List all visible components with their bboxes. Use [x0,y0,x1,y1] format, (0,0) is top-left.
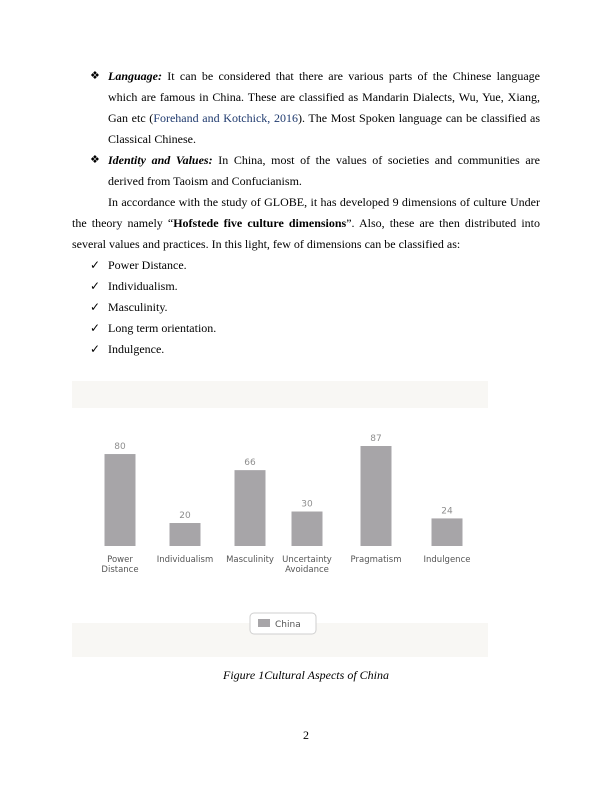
bar-individualism [170,523,201,546]
checklist-item [72,276,540,297]
bar-chart [72,408,488,630]
body-paragraph [72,192,540,255]
category-label: Avoidance [285,565,329,575]
bar-power-distance [105,454,136,546]
checklist-text: Power Distance. [108,258,187,272]
check-icon: ✓ [90,258,101,272]
chart-figure [72,381,488,657]
category-label: Pragmatism [350,555,402,565]
category-label: Power [107,555,133,565]
checklist-text: Masculinity. [108,300,168,314]
legend-swatch [258,619,270,627]
paragraph-text: In accordance with the study of GLOBE, it has developed 9 dimensions of culture Under the theory namely “ [72,195,540,230]
bullet-text: ). The Most Spoken language can be classified as Classical Chinese. [108,111,540,146]
bar-pragmatism [361,446,392,546]
bullet-identity [72,150,540,192]
checklist-item [72,297,540,318]
category-label: Uncertainty [282,555,332,565]
bar-uncertainty-avoidance [292,512,323,546]
page-number: 2 [303,728,309,742]
bullet-title: Language: [108,69,162,83]
citation: Forehand and Kotchick, 2016 [153,111,298,125]
check-icon: ✓ [90,342,101,356]
category-label: Individualism [156,555,214,565]
bullet-text: In China, most of the values of societies and communities are derived from Taoism and Confucianism. [108,153,540,188]
paragraph-bold: Hofstede five culture dimensions [173,216,347,230]
paragraph-text: ”. Also, these are then distributed into several values and practices. In this light, few of dimensions can be classified as: [72,216,540,251]
data-label: 24 [441,506,453,517]
figure-caption: Figure 1Cultural Aspects of China [222,668,389,682]
check-icon: ✓ [90,321,101,335]
bullet-language [72,66,540,150]
checklist-text: Long term orientation. [108,321,217,335]
data-label: 87 [370,434,382,444]
category-label: Indulgence [423,555,471,565]
checklist-text: Individualism. [108,279,178,293]
data-label: 20 [179,511,191,522]
bar-masculinity [235,470,266,546]
checklist-item [72,318,540,339]
check-icon: ✓ [90,279,101,293]
data-label: 30 [301,499,313,510]
checklist-text: Indulgence. [108,342,165,356]
category-label: Masculinity [226,555,274,565]
bar-indulgence [432,518,463,546]
checklist-item [72,339,540,360]
legend-label: China [275,620,301,630]
checklist-item [72,255,540,276]
data-label: 80 [114,442,126,453]
check-icon: ✓ [90,300,101,314]
document-body [72,66,540,360]
category-label: Distance [101,565,139,575]
bullet-text: It can be considered that there are various parts of the Chinese language which are famous in China. These are classified as Mandarin Dialects, Wu, Yue, Xiang, Gan etc ( [108,69,540,125]
bullet-title: Identity and Values: [108,153,213,167]
chart-plot-area [72,408,488,630]
diamond-bullet-icon: ❖ [90,70,100,82]
data-label: 66 [244,458,256,469]
diamond-bullet-icon: ❖ [90,154,100,166]
